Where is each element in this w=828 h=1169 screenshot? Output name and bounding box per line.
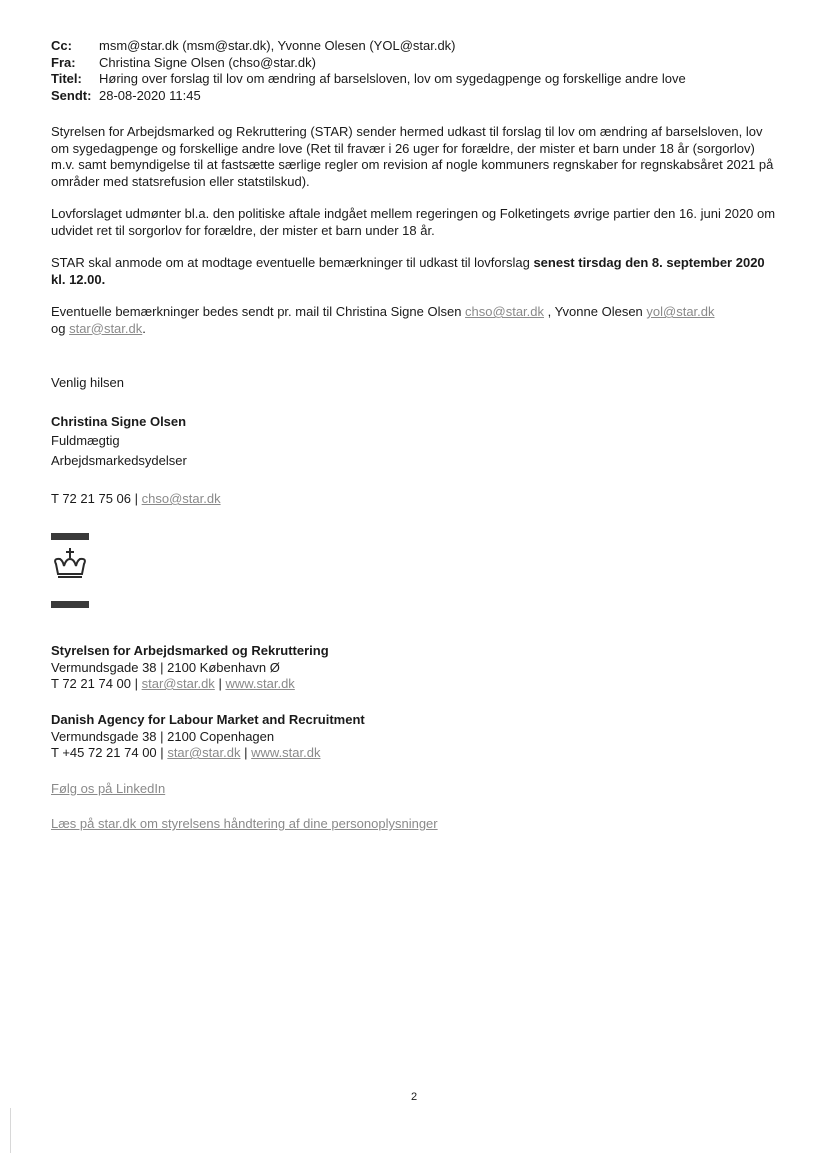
agency-dk-phone: T 72 21 74 00 (51, 676, 131, 691)
sendt-row (51, 88, 781, 105)
email-link-chso[interactable]: chso@star.dk (465, 304, 544, 319)
contact-end: . (142, 320, 146, 336)
body-paragraph-3 (51, 255, 781, 288)
cc-label: Cc: (51, 38, 72, 53)
contact-intro: Eventuelle bemærkninger bedes sendt pr. mail til Christina Signe Olsen (51, 304, 466, 319)
cc-value: msm@star.dk (msm@star.dk), Yvonne Olesen (YOL@star.dk) (99, 38, 456, 53)
fra-value: Christina Signe Olsen (chso@star.dk) (99, 54, 316, 70)
signature-department: Arbejdsmarkedsydelser (51, 452, 187, 468)
agency-dk-contact (51, 676, 781, 693)
email-link-yol[interactable]: yol@star.dk (646, 304, 715, 319)
separator: | (244, 745, 248, 760)
agency-en-email-link[interactable]: star@star.dk (167, 745, 241, 760)
agency-dk-address: Vermundsgade 38 | 2100 København Ø (51, 659, 280, 675)
signature-contact (51, 491, 781, 508)
sendt-label: Sendt: (51, 87, 92, 103)
signature-email-link[interactable]: chso@star.dk (141, 491, 221, 506)
separator: | (134, 676, 139, 691)
agency-dk-web-link[interactable]: www.star.dk (225, 676, 295, 691)
privacy-row (51, 816, 781, 833)
agency-en-name: Danish Agency for Labour Market and Recruitment (51, 712, 365, 727)
fra-row (51, 55, 781, 72)
separator: | (218, 676, 222, 691)
linkedin-link[interactable]: Følg os på LinkedIn (51, 781, 166, 796)
agency-dk-name: Styrelsen for Arbejdsmarked og Rekruttering (51, 643, 329, 658)
titel-row (51, 71, 781, 88)
sendt-value: 28-08-2020 11:45 (99, 87, 201, 103)
email-link-star[interactable]: star@star.dk (69, 320, 143, 336)
body-paragraph-2: Lovforslaget udmønter bl.a. den politiske aftale indgået mellem regeringen og Folketingets øvrige partier den 16. juni 2020 om udvidet ret til sorgorlov for forældre, der mister et barn under 18 år. (51, 206, 776, 238)
agency-en-block (51, 712, 781, 762)
signature-phone: T 72 21 75 06 (51, 491, 131, 506)
signature-title: Fuldmægtig (51, 433, 120, 448)
scan-edge-mark (10, 1108, 11, 1153)
agency-en-web-link[interactable]: www.star.dk (251, 745, 321, 760)
email-page (51, 38, 781, 508)
agency-en-contact (51, 745, 781, 762)
cc-row (51, 38, 781, 55)
body-paragraph-4 (51, 304, 781, 337)
fra-label: Fra: (51, 54, 76, 70)
greeting: Venlig hilsen (51, 375, 124, 390)
deadline-intro: STAR skal anmode om at modtage eventuelle bemærkninger til udkast til lovforslag (51, 255, 534, 270)
agency-en-phone: T +45 72 21 74 00 (51, 745, 157, 760)
signature-name: Christina Signe Olsen (51, 413, 187, 429)
linkedin-row (51, 781, 781, 798)
email-header (51, 38, 781, 104)
privacy-link[interactable]: Læs på star.dk om styrelsens håndtering af dine personoplysninger (51, 816, 438, 831)
deadline-text: senest tirsdag den 8. september 2020 kl. 12.00. (51, 255, 765, 287)
body-paragraph-1: Styrelsen for Arbejdsmarked og Rekruttering (STAR) sender hermed udkast til forslag til lov om ændring af barselsloven, lov om sygedagpenge og forskellige andre love (Ret til fravær i 26 uger for forældre, der mister et barn under 18 år (sorgorlov) m.v. samt bemyndigelse til at fastsætte særlige regler om revision af nogle kommuners regnskaber for regnskabsåret 2021 på områder med statsrefusion eller statstilskud). (51, 124, 774, 189)
agency-dk-block (51, 643, 781, 693)
contact-og: og (51, 320, 70, 336)
separator: | (134, 491, 139, 506)
titel-value: Høring over forslag til lov om ændring af barselsloven, lov om sygedagpenge og forskellige andre love (99, 71, 686, 86)
contact-mid: , Yvonne Olesen (544, 304, 647, 319)
agency-en-address: Vermundsgade 38 | 2100 Copenhagen (51, 728, 275, 744)
titel-label: Titel: (51, 71, 82, 86)
separator: | (160, 745, 164, 760)
agency-dk-email-link[interactable]: star@star.dk (141, 676, 215, 691)
page-number: 2 (410, 1091, 418, 1103)
crown-icon (51, 530, 91, 612)
